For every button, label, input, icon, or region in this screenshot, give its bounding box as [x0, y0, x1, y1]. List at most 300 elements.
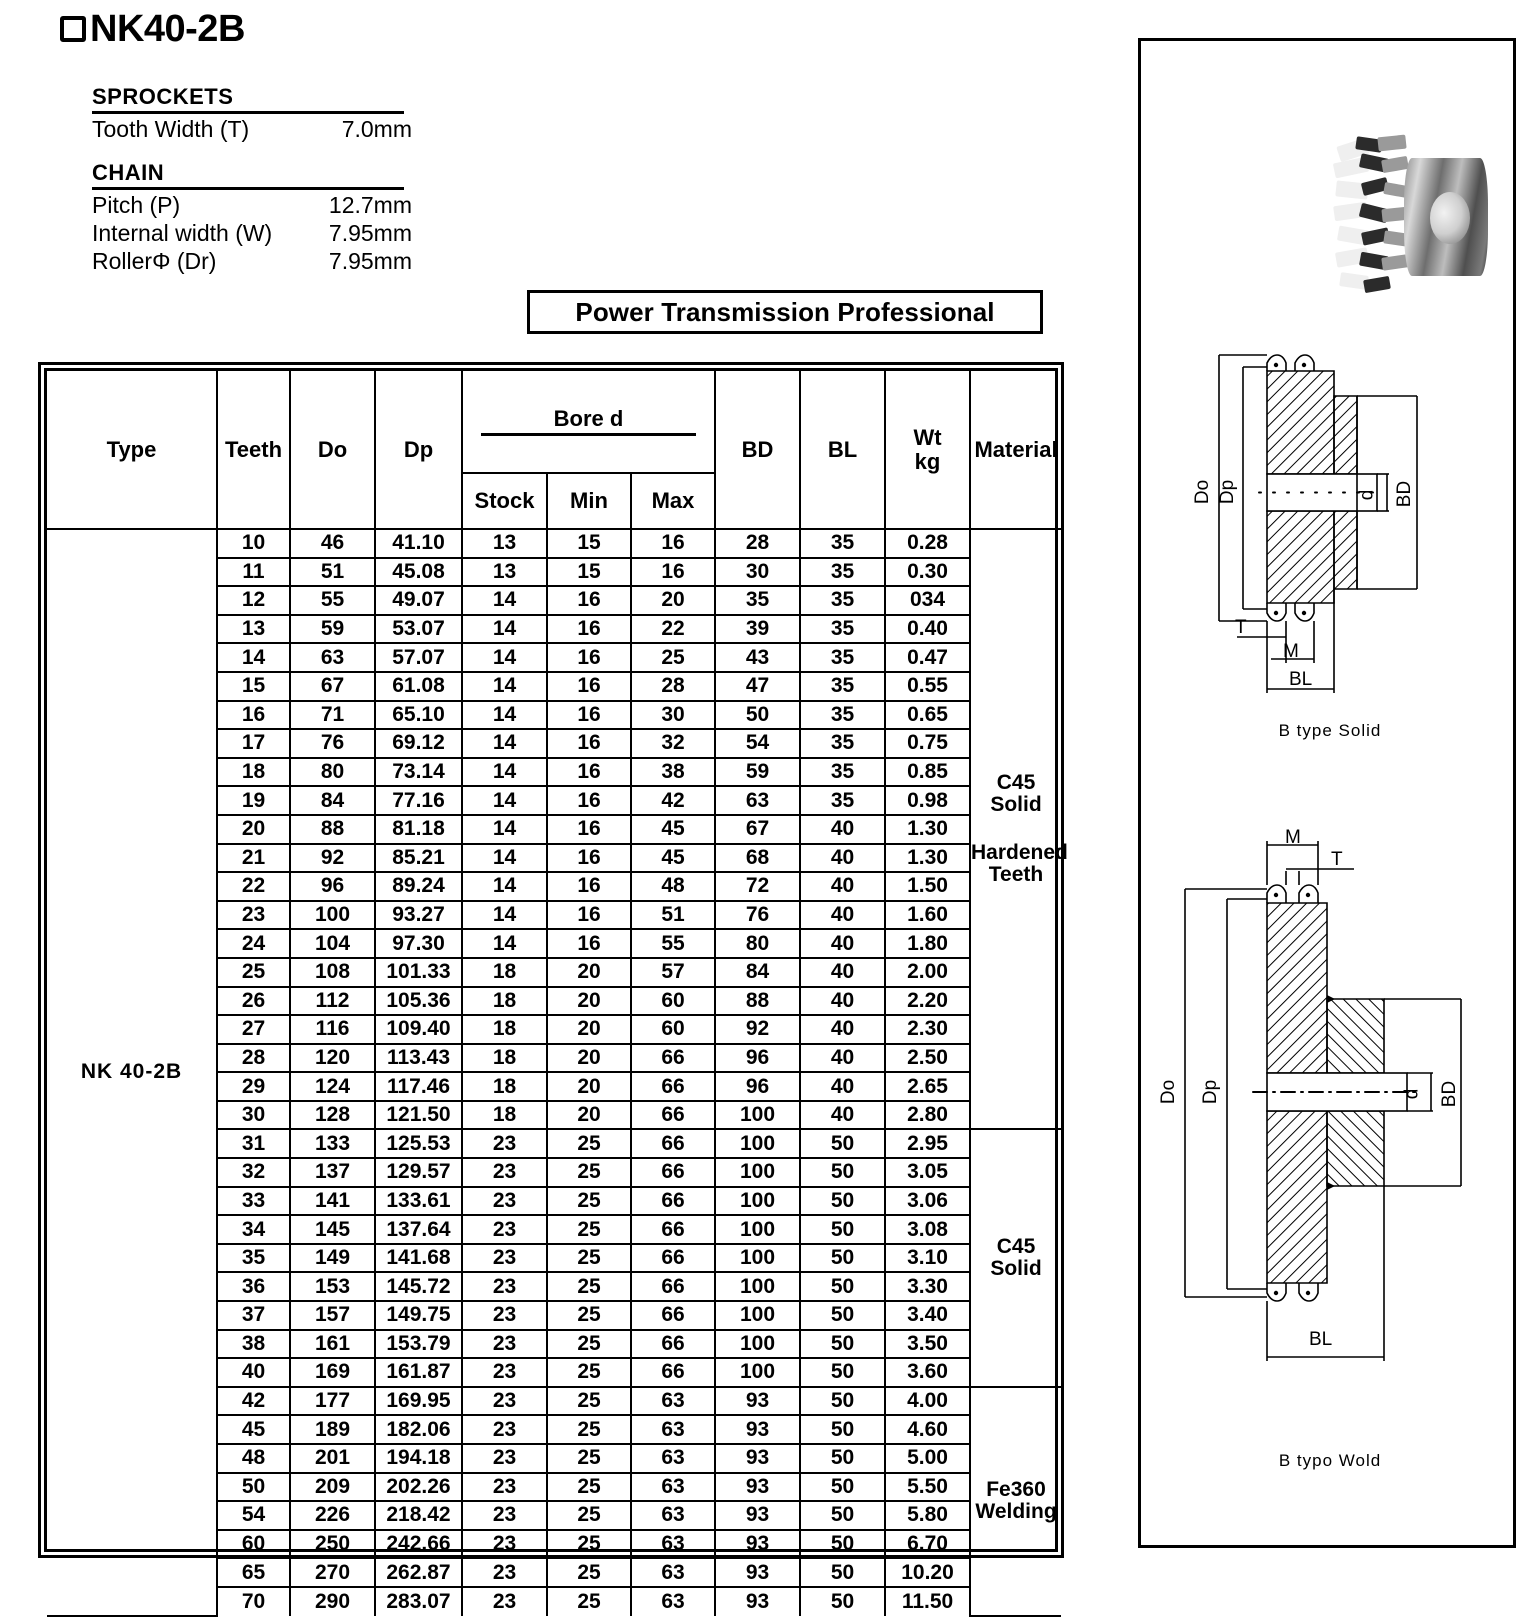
cell-bore-min: 20: [547, 958, 631, 987]
cell-dp: 97.30: [375, 929, 462, 958]
cell-bore-max: 66: [631, 1244, 715, 1273]
cell-do: 55: [290, 586, 375, 615]
cell-bore-stock: 18: [462, 1015, 547, 1044]
cell-do: 88: [290, 815, 375, 844]
cell-bore-stock: 18: [462, 958, 547, 987]
cell-bl: 35: [800, 729, 885, 758]
spec-value: 7.95mm: [328, 220, 412, 247]
cell-bd: 93: [715, 1444, 800, 1473]
cell-bore-min: 25: [547, 1558, 631, 1587]
cell-bl: 35: [800, 758, 885, 787]
cell-wt: 2.30: [885, 1015, 970, 1044]
cell-bore-max: 60: [631, 1015, 715, 1044]
cell-bore-min: 25: [547, 1158, 631, 1187]
cell-do: 100: [290, 901, 375, 930]
cell-bore-max: 66: [631, 1072, 715, 1101]
col-header-wt-line2: kg: [914, 448, 941, 474]
cell-bd: 100: [715, 1244, 800, 1273]
cell-do: 124: [290, 1072, 375, 1101]
cell-wt: 0.65: [885, 701, 970, 730]
cell-teeth: 14: [217, 643, 290, 672]
cell-bore-min: 25: [547, 1387, 631, 1416]
cell-dp: 65.10: [375, 701, 462, 730]
cell-teeth: 45: [217, 1415, 290, 1444]
material-line: Hardened: [971, 841, 1068, 865]
cell-do: 96: [290, 872, 375, 901]
cell-bore-stock: 23: [462, 1129, 547, 1158]
cell-bore-stock: 23: [462, 1558, 547, 1587]
cell-do: 104: [290, 929, 375, 958]
cell-wt: 5.50: [885, 1473, 970, 1502]
cell-bore-min: 25: [547, 1272, 631, 1301]
cell-bore-max: 66: [631, 1187, 715, 1216]
spec-value: 7.95mm: [328, 248, 412, 275]
cell-bore-max: 63: [631, 1501, 715, 1530]
cell-type: NK 40-2B: [47, 529, 217, 1616]
dim-label-d: d: [1401, 1088, 1423, 1100]
cell-bore-max: 63: [631, 1587, 715, 1616]
cell-teeth: 23: [217, 901, 290, 930]
tagline-banner: [527, 290, 1043, 334]
cell-bore-stock: 14: [462, 872, 547, 901]
cell-bd: 93: [715, 1501, 800, 1530]
specification-table-frame: [38, 362, 1068, 1613]
cell-dp: 73.14: [375, 758, 462, 787]
cell-bl: 50: [800, 1272, 885, 1301]
col-header-bore-label: Bore d: [481, 407, 697, 436]
table-row: [47, 529, 1061, 558]
cell-dp: 137.64: [375, 1215, 462, 1244]
cell-bd: 30: [715, 558, 800, 587]
col-header-do: Do: [290, 371, 375, 529]
chain-rule: [92, 187, 404, 190]
cell-bd: 100: [715, 1215, 800, 1244]
cell-bore-stock: 23: [462, 1358, 547, 1387]
cell-teeth: 10: [217, 529, 290, 558]
cell-dp: 125.53: [375, 1129, 462, 1158]
cell-bore-min: 20: [547, 1101, 631, 1130]
cell-bd: 100: [715, 1358, 800, 1387]
cell-do: 177: [290, 1387, 375, 1416]
cell-bl: 50: [800, 1158, 885, 1187]
dim-label-bd: BD: [1439, 1080, 1461, 1108]
cell-bl: 35: [800, 586, 885, 615]
cell-teeth: 17: [217, 729, 290, 758]
cell-do: 59: [290, 615, 375, 644]
cell-wt: 3.10: [885, 1244, 970, 1273]
cell-bore-min: 25: [547, 1301, 631, 1330]
cell-bl: 35: [800, 615, 885, 644]
cell-bd: 100: [715, 1187, 800, 1216]
cell-do: 209: [290, 1473, 375, 1502]
cell-bore-max: 63: [631, 1558, 715, 1587]
cell-dp: 113.43: [375, 1044, 462, 1073]
cell-do: 201: [290, 1444, 375, 1473]
spec-row-internal-width: [92, 219, 412, 247]
material-line: C45: [996, 771, 1036, 795]
cell-do: 120: [290, 1044, 375, 1073]
cell-do: 84: [290, 786, 375, 815]
cell-dp: 129.57: [375, 1158, 462, 1187]
cell-bd: 84: [715, 958, 800, 987]
cell-wt: 1.30: [885, 815, 970, 844]
cell-bore-stock: 14: [462, 615, 547, 644]
cell-bore-min: 15: [547, 529, 631, 558]
cell-bd: 54: [715, 729, 800, 758]
cell-dp: 153.79: [375, 1330, 462, 1359]
cell-bore-stock: 13: [462, 558, 547, 587]
cell-do: 63: [290, 643, 375, 672]
cell-wt: 2.95: [885, 1129, 970, 1158]
cell-wt: 0.40: [885, 615, 970, 644]
cell-bore-max: 66: [631, 1129, 715, 1158]
dim-label-d: d: [1356, 489, 1378, 501]
cell-teeth: 70: [217, 1587, 290, 1616]
material-line: C45: [996, 1235, 1036, 1259]
chain-heading: CHAIN: [92, 160, 165, 186]
cell-do: 76: [290, 729, 375, 758]
cell-bd: 63: [715, 786, 800, 815]
cell-bore-min: 16: [547, 672, 631, 701]
diagram-weld-svg: [1149, 831, 1511, 1481]
cell-dp: 262.87: [375, 1558, 462, 1587]
photo-bore: [1430, 192, 1470, 244]
cell-wt: 5.80: [885, 1501, 970, 1530]
cell-bd: 76: [715, 901, 800, 930]
cell-dp: 53.07: [375, 615, 462, 644]
cell-bore-max: 22: [631, 615, 715, 644]
cell-wt: 1.50: [885, 872, 970, 901]
cell-bore-stock: 23: [462, 1244, 547, 1273]
cell-bl: 40: [800, 872, 885, 901]
cell-material: [970, 1387, 1061, 1616]
cell-bore-min: 16: [547, 901, 631, 930]
page-title: [60, 10, 245, 48]
table-header: [47, 371, 1061, 529]
cell-bl: 50: [800, 1444, 885, 1473]
cell-bore-min: 25: [547, 1501, 631, 1530]
cell-teeth: 42: [217, 1387, 290, 1416]
cell-teeth: 26: [217, 987, 290, 1016]
cell-bore-max: 45: [631, 844, 715, 873]
material-line: Solid: [990, 793, 1042, 817]
dim-label-m: M: [1283, 641, 1299, 662]
diagram-caption-weld: B typo Wold: [1278, 1451, 1382, 1470]
cell-bl: 40: [800, 1101, 885, 1130]
cell-do: 161: [290, 1330, 375, 1359]
cell-bl: 50: [800, 1587, 885, 1616]
cell-bore-min: 25: [547, 1330, 631, 1359]
cell-bd: 47: [715, 672, 800, 701]
cell-teeth: 37: [217, 1301, 290, 1330]
cell-bore-max: 66: [631, 1158, 715, 1187]
cell-bl: 35: [800, 701, 885, 730]
material-line: Teeth: [988, 863, 1044, 887]
cell-bore-stock: 23: [462, 1501, 547, 1530]
cell-wt: 2.50: [885, 1044, 970, 1073]
cell-teeth: 27: [217, 1015, 290, 1044]
cell-bore-max: 51: [631, 901, 715, 930]
cell-bore-min: 20: [547, 987, 631, 1016]
cell-bore-max: 66: [631, 1044, 715, 1073]
cell-bd: 50: [715, 701, 800, 730]
cell-do: 250: [290, 1530, 375, 1559]
cell-bore-min: 16: [547, 701, 631, 730]
cell-bore-stock: 13: [462, 529, 547, 558]
cell-bore-max: 16: [631, 529, 715, 558]
cell-bore-stock: 23: [462, 1387, 547, 1416]
cell-bore-max: 66: [631, 1330, 715, 1359]
spec-value: 7.0mm: [341, 116, 412, 142]
cell-teeth: 13: [217, 615, 290, 644]
cell-teeth: 22: [217, 872, 290, 901]
cell-bore-min: 16: [547, 758, 631, 787]
cell-bd: 92: [715, 1015, 800, 1044]
spec-spacer: [92, 143, 412, 160]
cell-bore-stock: 14: [462, 844, 547, 873]
cell-teeth: 18: [217, 758, 290, 787]
cell-bore-max: 66: [631, 1358, 715, 1387]
cell-dp: 202.26: [375, 1473, 462, 1502]
cell-bd: 93: [715, 1387, 800, 1416]
cell-wt: 3.08: [885, 1215, 970, 1244]
spec-label: Tooth Width (T): [92, 116, 250, 142]
cell-wt: 1.30: [885, 844, 970, 873]
spec-value: 12.7mm: [328, 192, 412, 219]
cell-bd: 100: [715, 1301, 800, 1330]
cell-bd: 93: [715, 1530, 800, 1559]
cell-bl: 50: [800, 1530, 885, 1559]
cell-wt: 0.28: [885, 529, 970, 558]
cell-bl: 50: [800, 1558, 885, 1587]
cell-bore-stock: 23: [462, 1158, 547, 1187]
cell-bl: 35: [800, 643, 885, 672]
col-header-wt: [885, 371, 970, 529]
dim-label-m: M: [1285, 827, 1301, 848]
cell-wt: 2.65: [885, 1072, 970, 1101]
cell-teeth: 15: [217, 672, 290, 701]
cell-wt: 4.60: [885, 1415, 970, 1444]
cell-bl: 50: [800, 1301, 885, 1330]
tagline-text: Power Transmission Professional: [575, 296, 995, 327]
cell-dp: 57.07: [375, 643, 462, 672]
cell-wt: 3.06: [885, 1187, 970, 1216]
dim-label-do: Do: [1158, 1079, 1180, 1105]
cell-bd: 43: [715, 643, 800, 672]
cell-wt: 0.75: [885, 729, 970, 758]
header-row-main: [47, 371, 1061, 473]
cell-bore-stock: 14: [462, 586, 547, 615]
cell-dp: 149.75: [375, 1301, 462, 1330]
cell-bl: 35: [800, 558, 885, 587]
cell-dp: 61.08: [375, 672, 462, 701]
spec-label: Internal width (W): [92, 220, 273, 247]
cell-bl: 50: [800, 1129, 885, 1158]
cell-wt: 1.60: [885, 901, 970, 930]
col-header-bore-group: [462, 371, 715, 473]
cell-bl: 40: [800, 815, 885, 844]
sprockets-heading: SPROCKETS: [92, 84, 234, 109]
cell-bl: 40: [800, 987, 885, 1016]
cell-dp: 117.46: [375, 1072, 462, 1101]
diagram-b-type-solid: [1149, 341, 1511, 761]
col-header-type: Type: [47, 371, 217, 529]
cell-bd: 100: [715, 1101, 800, 1130]
cell-dp: 89.24: [375, 872, 462, 901]
sprockets-rule: [92, 111, 404, 114]
cell-bd: 93: [715, 1587, 800, 1616]
cell-bore-max: 28: [631, 672, 715, 701]
cell-dp: 49.07: [375, 586, 462, 615]
cell-teeth: 21: [217, 844, 290, 873]
cell-do: 116: [290, 1015, 375, 1044]
cell-bd: 93: [715, 1558, 800, 1587]
col-header-bore-max: Max: [631, 473, 715, 529]
cell-bore-min: 16: [547, 872, 631, 901]
cell-bore-min: 16: [547, 643, 631, 672]
dim-label-bd: BD: [1394, 480, 1416, 508]
cell-do: 133: [290, 1129, 375, 1158]
cell-dp: 45.08: [375, 558, 462, 587]
cell-bore-stock: 14: [462, 701, 547, 730]
cell-bore-min: 16: [547, 929, 631, 958]
cell-do: 46: [290, 529, 375, 558]
cell-bore-min: 16: [547, 815, 631, 844]
cell-do: 290: [290, 1587, 375, 1616]
cell-dp: 194.18: [375, 1444, 462, 1473]
cell-bore-max: 60: [631, 987, 715, 1016]
cell-bore-min: 25: [547, 1444, 631, 1473]
cell-do: 157: [290, 1301, 375, 1330]
cell-dp: 109.40: [375, 1015, 462, 1044]
spec-row-tooth-width: [92, 115, 412, 143]
dim-label-dp: Dp: [1217, 479, 1239, 505]
cell-dp: 145.72: [375, 1272, 462, 1301]
cell-dp: 182.06: [375, 1415, 462, 1444]
cell-bore-min: 25: [547, 1358, 631, 1387]
col-header-bore-min: Min: [547, 473, 631, 529]
diagram-solid-svg: [1149, 341, 1511, 741]
cell-bore-stock: 23: [462, 1215, 547, 1244]
cell-wt: 2.80: [885, 1101, 970, 1130]
cell-bore-stock: 14: [462, 672, 547, 701]
cell-bore-max: 55: [631, 929, 715, 958]
cell-bore-max: 57: [631, 958, 715, 987]
cell-bore-stock: 23: [462, 1530, 547, 1559]
cell-bore-min: 16: [547, 844, 631, 873]
cell-wt: 5.00: [885, 1444, 970, 1473]
col-header-bl: BL: [800, 371, 885, 529]
cell-bore-max: 38: [631, 758, 715, 787]
cell-bore-stock: 14: [462, 815, 547, 844]
cell-material: [970, 1129, 1061, 1386]
cell-bore-min: 20: [547, 1044, 631, 1073]
cell-teeth: 28: [217, 1044, 290, 1073]
cell-bd: 100: [715, 1330, 800, 1359]
cell-wt: 0.85: [885, 758, 970, 787]
cell-do: 189: [290, 1415, 375, 1444]
cell-wt: 3.05: [885, 1158, 970, 1187]
cell-bore-min: 25: [547, 1530, 631, 1559]
cell-bore-max: 63: [631, 1415, 715, 1444]
cell-bore-stock: 23: [462, 1415, 547, 1444]
cell-teeth: 54: [217, 1501, 290, 1530]
cell-bore-min: 25: [547, 1215, 631, 1244]
cell-do: 108: [290, 958, 375, 987]
cell-teeth: 65: [217, 1558, 290, 1587]
cell-bore-stock: 14: [462, 729, 547, 758]
cell-bd: 88: [715, 987, 800, 1016]
cell-teeth: 19: [217, 786, 290, 815]
square-icon: [60, 16, 86, 42]
cell-bore-min: 20: [547, 1015, 631, 1044]
cell-bore-stock: 14: [462, 758, 547, 787]
cell-teeth: 32: [217, 1158, 290, 1187]
cell-wt: 6.70: [885, 1530, 970, 1559]
spec-label: RollerΦ (Dr): [92, 248, 217, 275]
cell-do: 141: [290, 1187, 375, 1216]
cell-bore-max: 25: [631, 643, 715, 672]
cell-do: 149: [290, 1244, 375, 1273]
cell-bore-stock: 14: [462, 786, 547, 815]
cell-teeth: 38: [217, 1330, 290, 1359]
material-line: Fe360: [986, 1478, 1046, 1502]
cell-bore-stock: 14: [462, 929, 547, 958]
cell-bd: 59: [715, 758, 800, 787]
cell-dp: 101.33: [375, 958, 462, 987]
cell-teeth: 48: [217, 1444, 290, 1473]
cell-bore-stock: 23: [462, 1587, 547, 1616]
cell-bore-max: 20: [631, 586, 715, 615]
cell-do: 270: [290, 1558, 375, 1587]
cell-bl: 50: [800, 1215, 885, 1244]
cell-dp: 69.12: [375, 729, 462, 758]
product-code: NK40-2B: [90, 8, 245, 50]
cell-bd: 100: [715, 1129, 800, 1158]
cell-dp: 41.10: [375, 529, 462, 558]
illustrations-panel: [1138, 38, 1516, 1548]
cell-teeth: 20: [217, 815, 290, 844]
cell-bore-max: 63: [631, 1530, 715, 1559]
cell-bore-stock: 23: [462, 1330, 547, 1359]
cell-bore-min: 16: [547, 729, 631, 758]
specifications-block: [92, 84, 412, 275]
cell-bore-max: 48: [631, 872, 715, 901]
cell-bl: 40: [800, 958, 885, 987]
material-line: Solid: [990, 1257, 1042, 1281]
cell-bore-max: 32: [631, 729, 715, 758]
cell-bore-stock: 23: [462, 1473, 547, 1502]
cell-wt: 3.50: [885, 1330, 970, 1359]
dim-label-dp: Dp: [1200, 1079, 1222, 1105]
spec-row-pitch: [92, 191, 412, 219]
cell-bore-stock: 14: [462, 901, 547, 930]
cell-do: 137: [290, 1158, 375, 1187]
cell-bl: 50: [800, 1358, 885, 1387]
cell-dp: 121.50: [375, 1101, 462, 1130]
material-line: [971, 816, 1061, 842]
cell-dp: 283.07: [375, 1587, 462, 1616]
col-header-material: Material: [970, 371, 1061, 529]
cell-bl: 50: [800, 1387, 885, 1416]
cell-bl: 40: [800, 844, 885, 873]
specification-table-inner-border: [44, 368, 1068, 1613]
cell-do: 51: [290, 558, 375, 587]
cell-bore-min: 25: [547, 1187, 631, 1216]
cell-bore-max: 66: [631, 1215, 715, 1244]
cell-bl: 40: [800, 901, 885, 930]
cell-teeth: 16: [217, 701, 290, 730]
